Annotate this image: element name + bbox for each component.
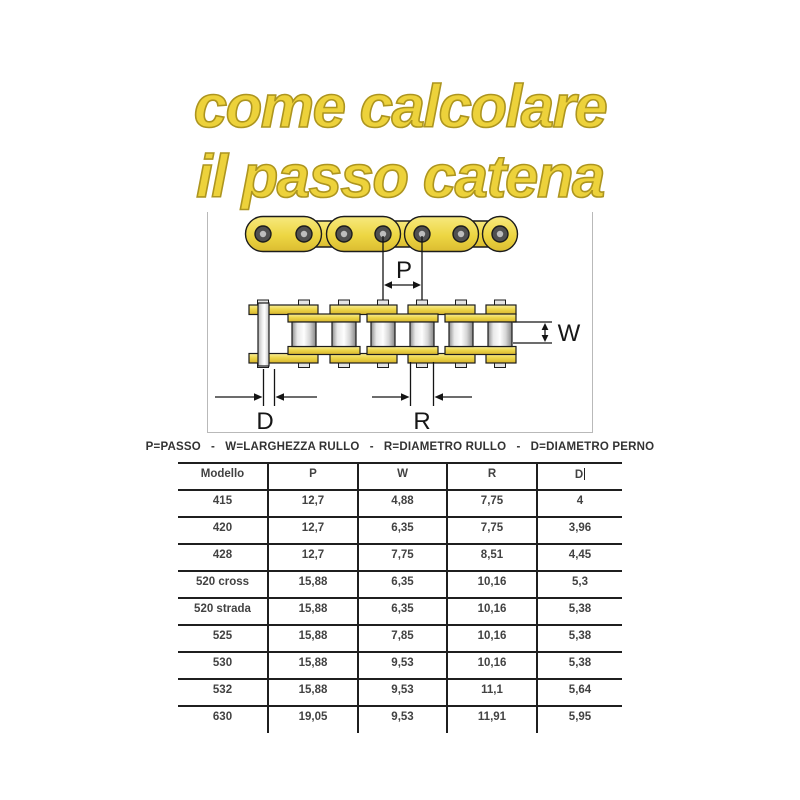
text-cursor — [584, 468, 585, 480]
table-row: 428 12,7 7,75 8,51 4,45 — [178, 544, 622, 571]
pin-diameter-dimension — [215, 369, 317, 435]
col-header-d: D — [537, 463, 622, 490]
table-row: 415 12,7 4,88 7,75 4 — [178, 490, 622, 517]
cell-model: 420 — [178, 517, 268, 544]
title-line-2: il passo catena — [196, 143, 604, 210]
col-header-p: P — [268, 463, 358, 490]
table-row: 420 12,7 6,35 7,75 3,96 — [178, 517, 622, 544]
table-row: 525 15,88 7,85 10,16 5,38 — [178, 625, 622, 652]
col-header-r: R — [447, 463, 537, 490]
col-header-modello: Modello — [178, 463, 268, 490]
cell-model: 630 — [212, 711, 233, 723]
legend-bar: P=PASSO - W=LARGHEZZA RULLO - R=DIAMETRO RULLO - D=DIAMETRO PERNO — [145, 441, 655, 453]
roller-width-label: W — [557, 320, 581, 347]
table-row: 530 15,88 9,53 10,16 5,38 — [178, 652, 622, 679]
cell-model: 525 — [178, 625, 268, 652]
cell-model: 415 — [178, 490, 268, 517]
title-line-1: come calcolare — [193, 73, 607, 140]
cell-model: 520 cross — [178, 571, 268, 598]
cell-model: 428 — [178, 544, 268, 571]
table-row: 630 19,05 9,53 11,91 5,95 — [178, 706, 622, 733]
table-row: 520 strada 15,88 6,35 10,16 5,38 — [178, 598, 622, 625]
page-title — [0, 72, 800, 212]
roller-diameter-label: R — [413, 408, 431, 435]
chain-side-view — [249, 300, 516, 368]
master-pin — [258, 303, 269, 366]
table-row: 532 15,88 9,53 11,1 5,64 — [178, 679, 622, 706]
pin-diameter-label: D — [256, 408, 274, 435]
cell-model: 520 strada — [178, 598, 268, 625]
chain-rollers — [292, 322, 512, 347]
chain-top-view — [246, 217, 518, 252]
col-header-w: W — [358, 463, 447, 490]
roller-width-dimension — [513, 320, 581, 347]
pitch-label: P — [395, 257, 413, 284]
chain-diagram — [190, 205, 610, 440]
cell-model: 530 — [178, 652, 268, 679]
roller-diameter-dimension — [372, 362, 472, 435]
table-header-row — [178, 463, 622, 490]
cell-model: 532 — [178, 679, 268, 706]
table-row: 520 cross 15,88 6,35 10,16 5,3 — [178, 571, 622, 598]
chain-spec-table — [178, 462, 622, 733]
